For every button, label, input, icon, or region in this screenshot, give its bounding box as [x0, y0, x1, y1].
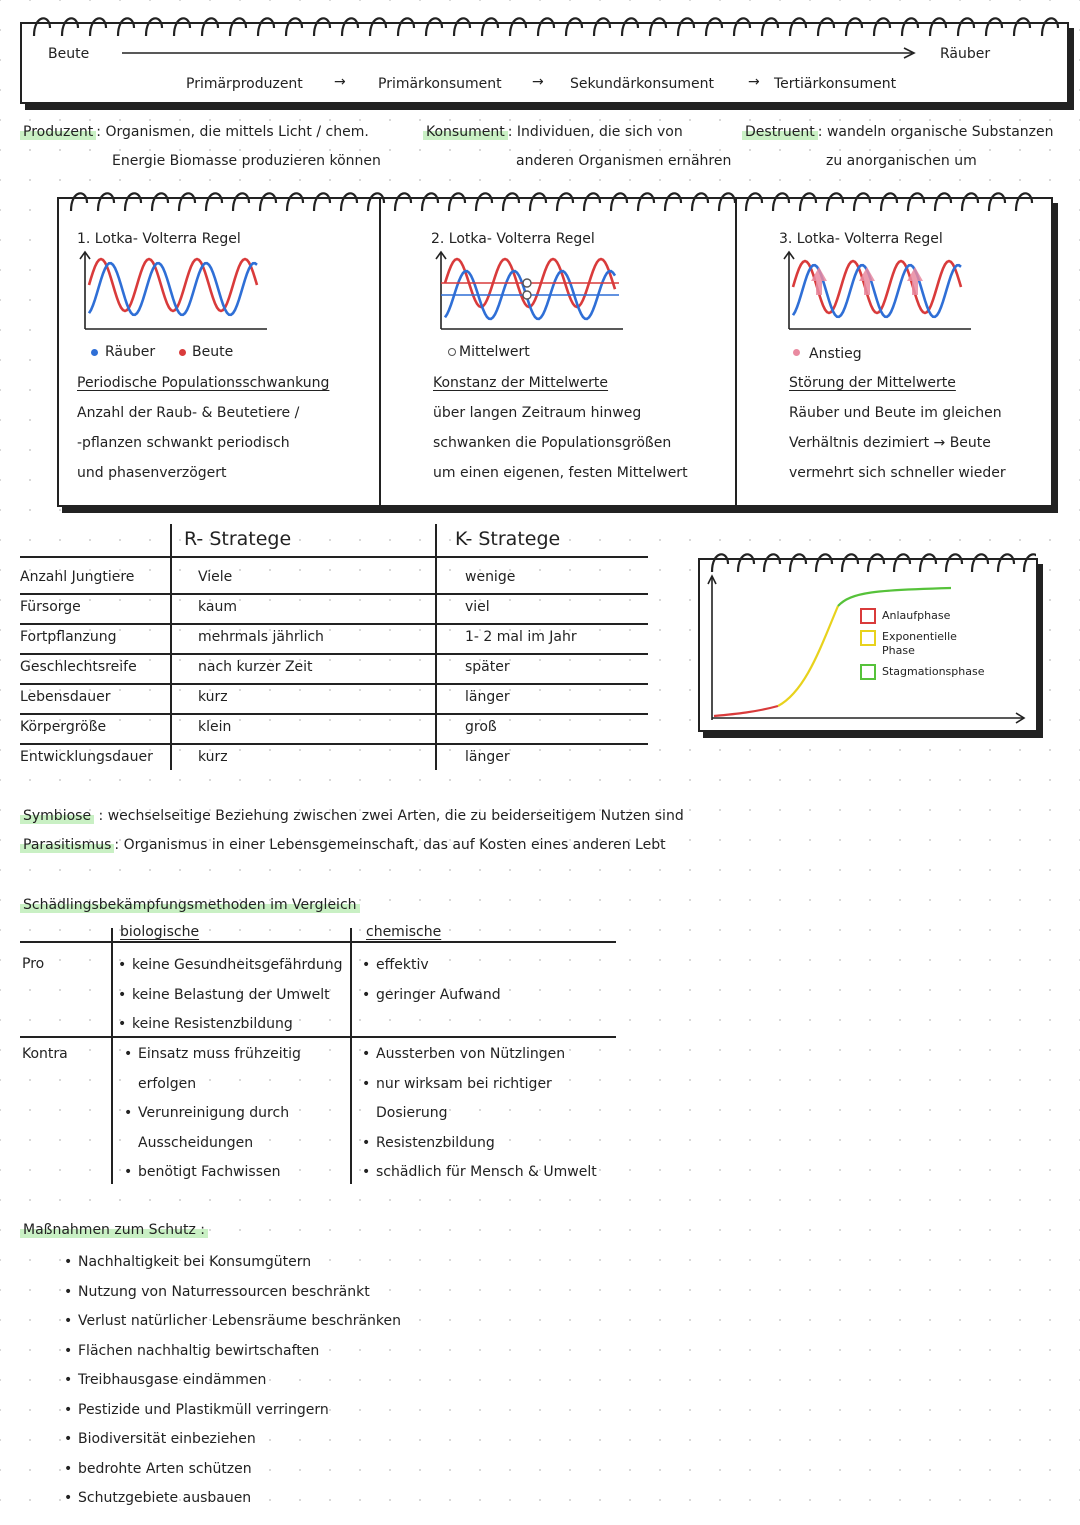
strategy-row-label: Fürsorge	[20, 599, 81, 615]
legend-exp	[860, 630, 984, 658]
legend-stat-label: Stagmationsphase	[882, 665, 985, 678]
legend-predator: Räuber	[105, 344, 156, 360]
lv1-text: und phasenverzögert	[77, 465, 227, 481]
list-item: • keine Belastung der Umwelt	[118, 981, 350, 1011]
green-square-icon	[860, 664, 876, 680]
strategy-table	[0, 0, 660, 780]
k-strategy-value: viel	[465, 599, 490, 615]
protection-list	[64, 1248, 564, 1514]
exponential-phase	[778, 606, 838, 706]
row-rule	[20, 593, 648, 595]
strategy-row-label: Körpergröße	[20, 719, 107, 735]
list-item: • geringer Aufwand	[362, 981, 612, 1011]
lv2-text: über langen Zeitraum hinweg	[433, 405, 642, 421]
colon: :	[507, 124, 517, 140]
prey-label: Beute	[48, 46, 90, 62]
strategy-row-label: Anzahl Jungtiere	[20, 569, 135, 585]
protection-title	[20, 1222, 208, 1238]
predator-label: Räuber	[940, 46, 991, 62]
list-item: • keine Resistenzbildung	[118, 1010, 350, 1040]
list-item: • Schutzgebiete ausbauen	[64, 1484, 564, 1514]
chem-heading: chemische	[366, 924, 442, 940]
list-item: • bedrohte Arten schützen	[64, 1455, 564, 1485]
pro-label: Pro	[22, 956, 45, 972]
list-item: • keine Gesundheitsgefährdung	[118, 951, 350, 981]
strategy-row-label: Entwicklungsdauer	[20, 749, 153, 765]
lv3-text: Räuber und Beute im gleichen	[789, 405, 1002, 421]
pro-bio-list	[118, 951, 350, 1040]
list-item: • Nachhaltigkeit bei Konsumgütern	[64, 1248, 564, 1278]
lv3-text: vermehrt sich schneller wieder	[789, 465, 1006, 481]
lv2-text: schwanken die Populationsgrößen	[433, 435, 672, 451]
legend-increase-dot	[793, 349, 800, 356]
lv2-title: 2. Lotka- Volterra Regel	[431, 231, 595, 247]
list-item: • Treibhausgase eindämmen	[64, 1366, 564, 1396]
r-strategy-value: Viele	[198, 569, 233, 585]
parasitism-term: Parasitismus	[20, 837, 114, 853]
legend-increase: Anstieg	[809, 346, 862, 362]
consumer-line2: anderen Organismen ernähren	[516, 153, 732, 169]
row-rule	[20, 623, 648, 625]
colon: :	[817, 124, 827, 140]
r-strategist-heading: R- Stratege	[184, 528, 292, 550]
contra-bio-list	[124, 1040, 314, 1188]
stationary-phase	[838, 588, 951, 606]
strategy-row-label: Fortpflanzung	[20, 629, 117, 645]
lv1-title: 1. Lotka- Volterra Regel	[77, 231, 241, 247]
colon: :	[94, 808, 108, 824]
legend-exp-label: Exponentielle Phase	[882, 630, 957, 657]
growth-legend	[860, 608, 984, 680]
r-strategy-value: nach kurzer Zeit	[198, 659, 313, 675]
list-item: • benötigt Fachwissen	[124, 1158, 314, 1188]
parasitism-text: Organismus in einer Lebensgemeinschaft, das auf Kosten eines anderen Lebt	[123, 837, 666, 853]
legend-lag	[860, 608, 984, 624]
k-strategy-value: groß	[465, 719, 497, 735]
consumer-term: Konsument	[423, 124, 508, 140]
table-divider	[111, 928, 113, 1184]
list-item: • Verlust natürlicher Lebensräume beschränken	[64, 1307, 564, 1337]
panel-divider	[735, 199, 737, 505]
lag-phase	[714, 706, 778, 716]
decomposer-term: Destruent	[742, 124, 818, 140]
lv2-text: um einen eigenen, festen Mittelwert	[433, 465, 688, 481]
level-tertiary-consumer: Tertiärkonsument	[774, 76, 897, 92]
legend-stat	[860, 664, 984, 680]
colon: :	[96, 124, 106, 140]
decomposer-line2: zu anorganischen um	[826, 153, 977, 169]
producer-term: Produzent	[20, 124, 96, 140]
k-strategist-heading: K- Stratege	[455, 528, 561, 550]
red-square-icon	[860, 608, 876, 624]
level-primary-consumer: Primärkonsument	[378, 76, 502, 92]
strategy-row-label: Geschlechtsreife	[20, 659, 137, 675]
list-item: • Verunreinigung durch Ausscheidungen	[124, 1099, 314, 1158]
arrow-2: →	[532, 74, 544, 90]
symbiosis-definition	[20, 808, 684, 824]
lv3-title: 3. Lotka- Volterra Regel	[779, 231, 943, 247]
header-rule	[20, 941, 616, 943]
legend-lag-label: Anlaufphase	[882, 609, 951, 622]
k-strategy-value: wenige	[465, 569, 516, 585]
arrow-1: →	[334, 74, 346, 90]
producer-line2: Energie Biomasse produzieren können	[112, 153, 381, 169]
lv1-heading: Periodische Populationsschwankung	[77, 375, 330, 391]
row-rule	[20, 653, 648, 655]
colon: :	[114, 837, 124, 853]
list-item: • Resistenzbildung	[362, 1129, 612, 1159]
list-item: • schädlich für Mensch & Umwelt	[362, 1158, 612, 1188]
level-secondary-consumer: Sekundärkonsument	[570, 76, 714, 92]
list-item: • Pestizide und Plastikmüll verringern	[64, 1396, 564, 1426]
strategy-row-label: Lebensdauer	[20, 689, 111, 705]
r-strategy-value: klein	[198, 719, 232, 735]
symbiosis-text: wechselseitige Beziehung zwischen zwei Arten, die zu beiderseitigem Nutzen sind	[107, 808, 684, 824]
list-item: • effektiv	[362, 951, 612, 981]
parasitism-definition	[20, 837, 666, 853]
table-divider	[350, 928, 352, 1184]
producer-line1: Organismen, die mittels Licht / chem.	[105, 124, 369, 140]
r-strategy-value: mehrmals jährlich	[198, 629, 324, 645]
list-item: • Flächen nachhaltig bewirtschaften	[64, 1337, 564, 1367]
k-strategy-value: später	[465, 659, 510, 675]
r-strategy-value: kaum	[198, 599, 237, 615]
legend-prey: Beute	[192, 344, 234, 360]
contra-chem-list	[362, 1040, 612, 1188]
consumer-line1: Individuen, die sich von	[516, 124, 683, 140]
growth-curve-box	[698, 558, 1038, 732]
pest-control-title	[20, 897, 360, 913]
lv3-text: Verhältnis dezimiert → Beute	[789, 435, 991, 451]
table-divider	[435, 524, 437, 770]
r-strategy-value: kurz	[198, 689, 228, 705]
list-item: • nur wirksam bei richtiger Dosierung	[362, 1070, 612, 1129]
definition-decomposer	[742, 124, 1072, 140]
list-item: • Einsatz muss frühzeitig erfolgen	[124, 1040, 314, 1099]
row-rule	[20, 713, 648, 715]
lv1-text: Anzahl der Raub- & Beutetiere /	[77, 405, 300, 421]
pest-control-title-text: Schädlingsbekämpfungsmethoden im Vergleich	[20, 897, 360, 913]
arrow-3: →	[748, 74, 760, 90]
lv3-heading: Störung der Mittelwerte	[789, 375, 956, 391]
lv1-text: -pflanzen schwankt periodisch	[77, 435, 290, 451]
symbiosis-term: Symbiose	[20, 808, 94, 824]
yellow-square-icon	[860, 630, 876, 646]
row-rule	[20, 743, 648, 745]
k-strategy-value: länger	[465, 749, 510, 765]
k-strategy-value: länger	[465, 689, 510, 705]
table-divider	[170, 524, 172, 770]
list-item: • Biodiversität einbeziehen	[64, 1425, 564, 1455]
level-primary-producer: Primärproduzent	[186, 76, 303, 92]
list-item: • Aussterben von Nützlingen	[362, 1040, 612, 1070]
protection-title-text: Maßnahmen zum Schutz :	[20, 1222, 208, 1238]
lv3-graph	[781, 249, 981, 334]
pro-chem-list	[362, 951, 612, 1010]
lv2-heading: Konstanz der Mittelwerte	[433, 375, 609, 391]
r-strategy-value: kurz	[198, 749, 228, 765]
list-item: • Nutzung von Naturressourcen beschränkt	[64, 1278, 564, 1308]
bio-heading: biologische	[120, 924, 200, 940]
row-rule	[20, 683, 648, 685]
k-strategy-value: 1- 2 mal im Jahr	[465, 629, 577, 645]
legend-mean: Mittelwert	[459, 344, 530, 360]
header-rule	[20, 556, 648, 558]
contra-label: Kontra	[22, 1046, 68, 1062]
decomposer-line1: wandeln organische Substanzen	[826, 124, 1054, 140]
